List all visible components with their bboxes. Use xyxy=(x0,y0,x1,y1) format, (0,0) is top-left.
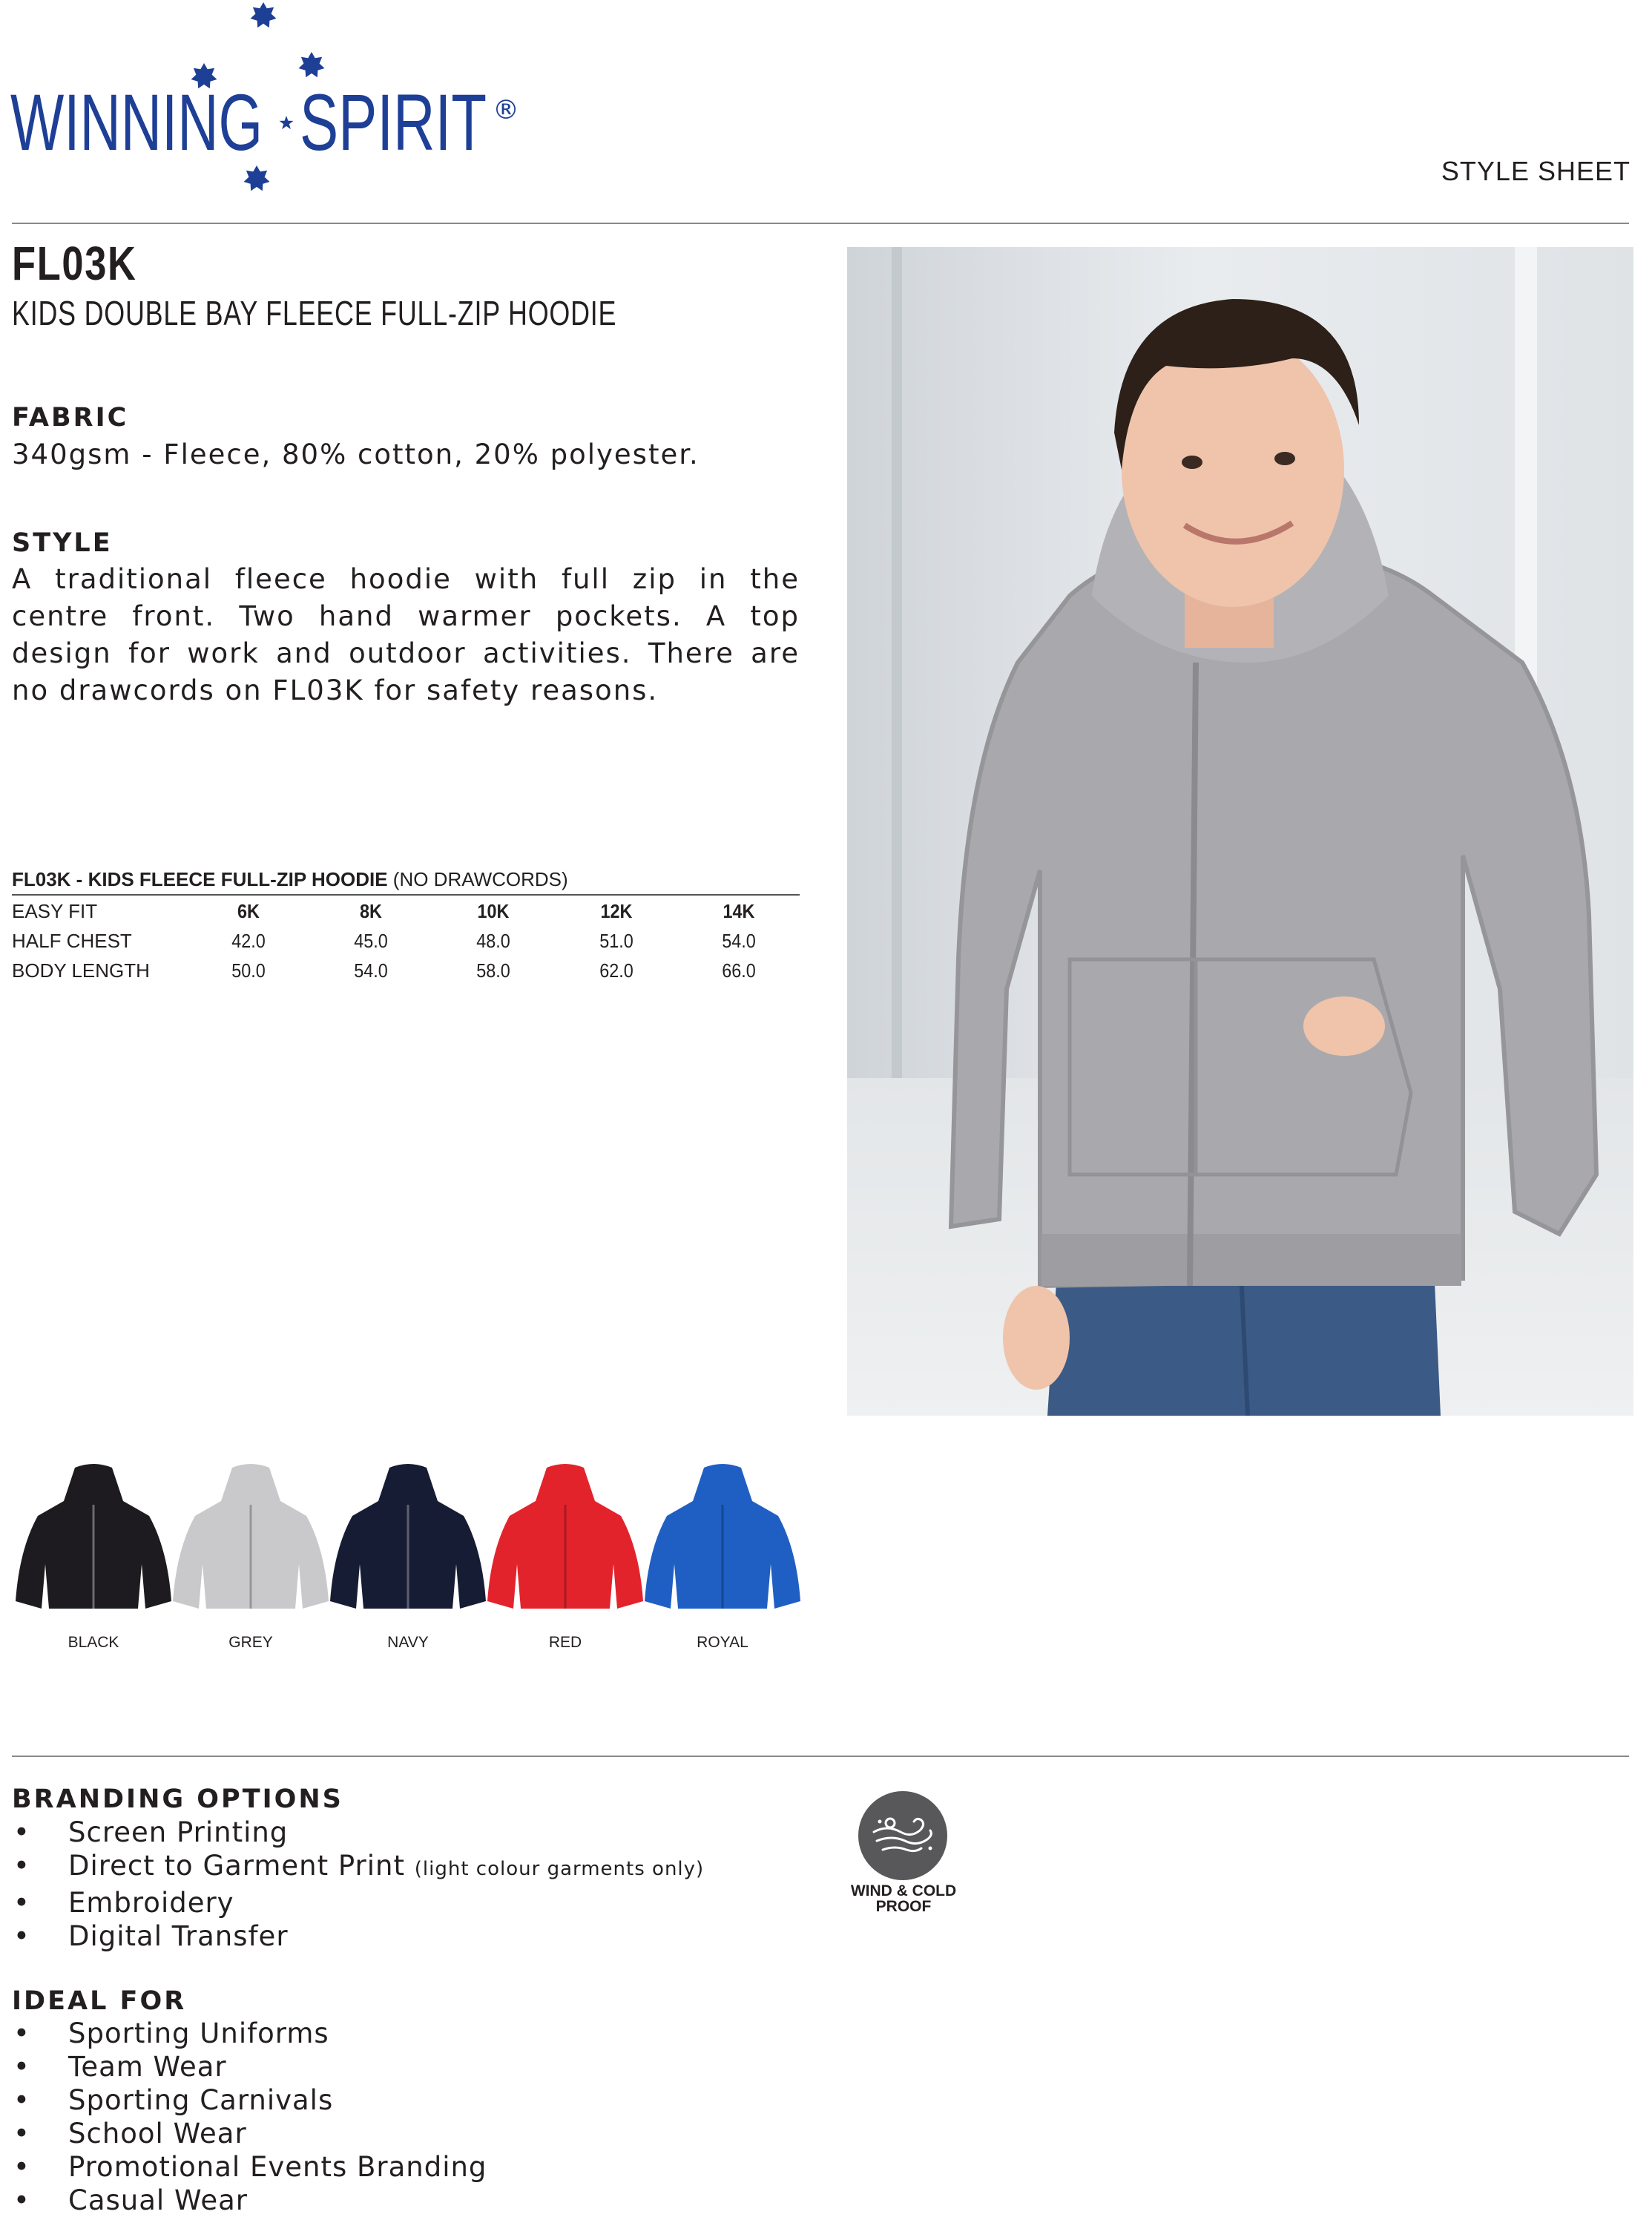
list-item: • Team Wear xyxy=(12,2050,487,2083)
style-heading: STYLE xyxy=(12,528,113,558)
branding-option: Screen Printing xyxy=(68,1816,289,1848)
branding-heading: BRANDING OPTIONS xyxy=(12,1784,343,1814)
size-row-label: HALF CHEST xyxy=(12,930,132,952)
size-header-row xyxy=(12,896,800,925)
branding-note: (light colour garments only) xyxy=(414,1858,705,1880)
size-chart-title-main: FL03K - KIDS FLEECE FULL-ZIP HOODIE xyxy=(12,868,388,890)
size-cell: 66.0 xyxy=(722,959,756,982)
size-row-body-length xyxy=(12,955,800,985)
size-header-cell: 10K xyxy=(477,900,510,922)
fabric-heading: FABRIC xyxy=(12,403,129,433)
list-item xyxy=(12,1816,704,1849)
colour-label: BLACK xyxy=(68,1634,119,1651)
registered-mark: ® xyxy=(493,95,519,125)
list-item xyxy=(12,1886,704,1919)
size-cell: 62.0 xyxy=(599,959,634,982)
wind-swirl-icon xyxy=(858,1790,948,1881)
brand-logo xyxy=(10,0,530,200)
model-photo xyxy=(847,247,1633,1416)
branding-list xyxy=(12,1816,704,1953)
list-item: • Sporting Uniforms xyxy=(12,2017,487,2050)
size-cell: 45.0 xyxy=(354,930,388,952)
size-chart xyxy=(12,868,800,985)
size-header-cell: 6K xyxy=(237,900,260,922)
fabric-description: 340gsm - Fleece, 80% cotton, 20% polyester. xyxy=(12,439,700,470)
size-chart-title xyxy=(12,868,800,896)
ideal-for-list xyxy=(12,2017,487,2217)
product-code: FL03K xyxy=(12,237,137,290)
size-cell: 50.0 xyxy=(231,959,266,982)
brand-name-right: SPIRIT xyxy=(300,77,487,167)
feature-label-line1: WIND & COLD xyxy=(850,1882,957,1899)
colour-swatch-black[interactable] xyxy=(12,1460,175,1616)
size-cell: 42.0 xyxy=(231,930,266,952)
size-header-label: EASY FIT xyxy=(12,900,98,922)
list-item xyxy=(12,1919,704,1953)
header-divider xyxy=(12,223,1629,224)
size-cell: 54.0 xyxy=(354,959,388,982)
list-item: • School Wear xyxy=(12,2117,487,2150)
branding-option: Embroidery xyxy=(68,1887,234,1919)
colour-label: GREY xyxy=(228,1634,273,1651)
colour-label: NAVY xyxy=(387,1634,429,1651)
ideal-for-heading: IDEAL FOR xyxy=(12,1986,187,2016)
colour-swatch-grey[interactable] xyxy=(169,1460,332,1616)
size-cell: 54.0 xyxy=(722,930,756,952)
colour-swatch-royal[interactable] xyxy=(641,1460,804,1616)
size-cell: 58.0 xyxy=(476,959,510,982)
size-cell: 51.0 xyxy=(599,930,634,952)
colour-swatch-red[interactable] xyxy=(484,1460,647,1616)
product-name: KIDS DOUBLE BAY FLEECE FULL-ZIP HOODIE xyxy=(12,294,617,332)
brand-name-left: WINNING xyxy=(10,77,263,167)
footer-divider xyxy=(12,1756,1629,1757)
size-row-half-chest xyxy=(12,925,800,955)
size-row-label: BODY LENGTH xyxy=(12,959,150,982)
colour-label: RED xyxy=(548,1634,582,1651)
branding-option: Digital Transfer xyxy=(68,1920,289,1952)
feature-label-line2: PROOF xyxy=(875,1898,932,1915)
size-header-cell: 8K xyxy=(360,900,382,922)
size-chart-title-note: (NO DRAWCORDS) xyxy=(392,868,568,890)
list-item: • Sporting Carnivals xyxy=(12,2083,487,2117)
style-description: A traditional fleece hoodie with full zip in the centre front. Two hand warmer pockets. A top design for work and outdoor activities. There are no drawcords on FL03K for safety reasons. xyxy=(12,563,800,706)
list-item: • Promotional Events Branding xyxy=(12,2150,487,2184)
size-header-cell: 12K xyxy=(600,900,633,922)
size-header-cell: 14K xyxy=(723,900,755,922)
colour-swatch-navy[interactable] xyxy=(326,1460,490,1616)
size-cell: 48.0 xyxy=(476,930,510,952)
list-item xyxy=(12,1849,704,1886)
feature-label xyxy=(838,1883,969,1914)
list-item: • Casual Wear xyxy=(12,2184,487,2217)
colour-label: ROYAL xyxy=(697,1634,748,1651)
doc-type-label: STYLE SHEET xyxy=(1441,156,1630,186)
branding-option: Direct to Garment Print xyxy=(68,1850,405,1882)
